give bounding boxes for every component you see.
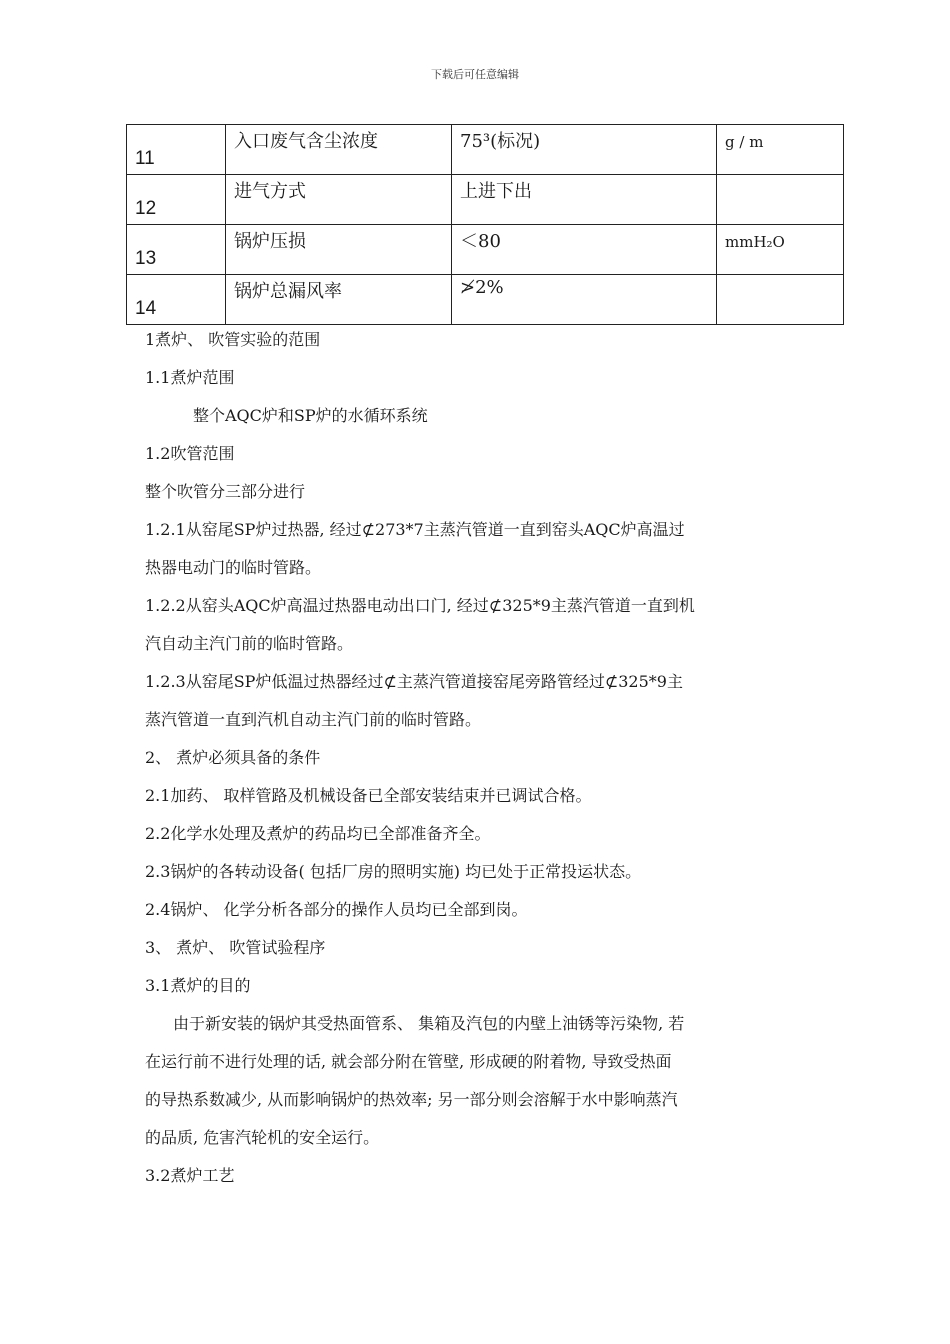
- param-value: 75³(标况): [452, 125, 717, 175]
- row-number: 14: [127, 275, 226, 325]
- row-number: 11: [127, 125, 226, 175]
- header-note: 下载后可任意编辑: [431, 68, 519, 81]
- section-heading: 3、 煮炉、 吹管试验程序: [145, 938, 326, 957]
- body-line: 1.2.2从窑头AQC炉高温过热器电动出口门, 经过⊄325*9主蒸汽管道一直到机: [145, 596, 695, 615]
- body-line: 2.4锅炉、 化学分析各部分的操作人员均已全部到岗。: [145, 900, 528, 919]
- param-value: ≯2%: [452, 275, 717, 325]
- spec-table: [126, 124, 844, 325]
- param-unit: mmH₂O: [717, 225, 844, 275]
- body-line: 蒸汽管道一直到汽机自动主汽门前的临时管路。: [145, 710, 482, 729]
- param-name: 锅炉总漏风率: [226, 275, 452, 325]
- param-value: ＜80: [452, 225, 717, 275]
- table-row: [127, 275, 844, 325]
- document-body: [145, 326, 815, 1200]
- body-line: 2.1加药、 取样管路及机械设备已全部安装结束并已调试合格。: [145, 786, 592, 805]
- body-line: 热器电动门的临时管路。: [145, 558, 322, 577]
- subsection-heading: 1.2吹管范围: [145, 444, 235, 463]
- param-unit: g / m: [717, 125, 844, 175]
- body-line: 1.2.3从窑尾SP炉低温过热器经过⊄主蒸汽管道接窑尾旁路管经过⊄325*9主: [145, 672, 683, 691]
- section-heading: 2、 煮炉必须具备的条件: [145, 748, 321, 767]
- body-line: 在运行前不进行处理的话, 就会部分附在管壁, 形成硬的附着物, 导致受热面: [145, 1052, 672, 1071]
- section-heading: 1煮炉、 吹管实验的范围: [145, 330, 321, 349]
- subsection-heading: 1.1煮炉范围: [145, 368, 235, 387]
- param-unit: [717, 175, 844, 225]
- row-number: 13: [127, 225, 226, 275]
- table-row: [127, 175, 844, 225]
- param-name: 锅炉压损: [226, 225, 452, 275]
- body-line: 整个吹管分三部分进行: [145, 482, 306, 501]
- body-line: 由于新安装的锅炉其受热面管系、 集箱及汽包的内壁上油锈等污染物, 若: [173, 1014, 685, 1033]
- body-line: 整个AQC炉和SP炉的水循环系统: [193, 406, 428, 425]
- subsection-heading: 3.2煮炉工艺: [145, 1166, 235, 1185]
- body-line: 2.3锅炉的各转动设备( 包括厂房的照明实施) 均已处于正常投运状态。: [145, 862, 642, 881]
- table-row: [127, 225, 844, 275]
- body-line: 的导热系数减少, 从而影响锅炉的热效率; 另一部分则会溶解于水中影响蒸汽: [145, 1090, 678, 1109]
- param-name: 进气方式: [226, 175, 452, 225]
- row-number: 12: [127, 175, 226, 225]
- table-row: [127, 125, 844, 175]
- param-unit: [717, 275, 844, 325]
- body-line: 2.2化学水处理及煮炉的药品均已全部准备齐全。: [145, 824, 491, 843]
- body-line: 1.2.1从窑尾SP炉过热器, 经过⊄273*7主蒸汽管道一直到窑头AQC炉高温过: [145, 520, 685, 539]
- param-name: 入口废气含尘浓度: [226, 125, 452, 175]
- body-line: 汽自动主汽门前的临时管路。: [145, 634, 354, 653]
- body-line: 的品质, 危害汽轮机的安全运行。: [145, 1128, 380, 1147]
- param-value: 上进下出: [452, 175, 717, 225]
- subsection-heading: 3.1煮炉的目的: [145, 976, 251, 995]
